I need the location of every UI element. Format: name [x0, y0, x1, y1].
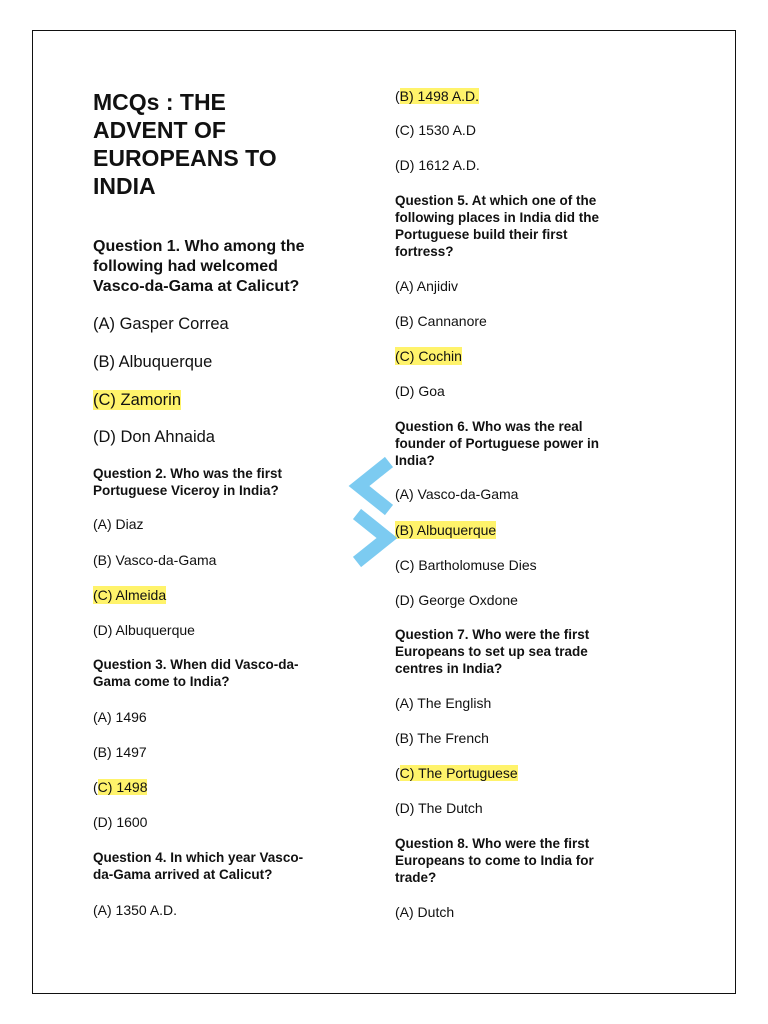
question-6-option-b-answer: (B) Albuquerque — [395, 522, 497, 538]
question-6-line: Question 6. Who was the real — [395, 419, 583, 434]
answer-highlight: B) 1498 A.D. — [399, 88, 480, 104]
question-7-option-d: (D) The Dutch — [395, 800, 483, 816]
question-8-line: Europeans to come to India for — [395, 853, 594, 868]
question-5-option-b: (B) Cannanore — [395, 313, 487, 329]
question-2-line: Portuguese Viceroy in India? — [93, 483, 279, 498]
question-6-line: India? — [395, 453, 435, 468]
document-title-line-3: EUROPEANS TO — [93, 145, 277, 171]
answer-highlight: C) 1498 — [97, 779, 148, 795]
document-title-line-2: ADVENT OF — [93, 117, 226, 143]
question-8-line: trade? — [395, 870, 437, 885]
question-5-option-a: (A) Anjidiv — [395, 278, 459, 294]
question-3-option-d: (D) 1600 — [93, 814, 148, 830]
question-6-option-c: (C) Bartholomuse Dies — [395, 557, 537, 573]
question-6-option-d: (D) George Oxdone — [395, 592, 518, 608]
question-4-option-c: (C) 1530 A.D — [395, 122, 476, 138]
document-title-line-4: INDIA — [93, 173, 156, 199]
question-1-line: Vasco-da-Gama at Calicut? — [93, 278, 300, 295]
question-7-option-c-answer: (C) The Portuguese — [395, 765, 518, 781]
question-4-option-a: (A) 1350 A.D. — [93, 902, 178, 918]
logo-watermark-icon — [345, 448, 401, 576]
question-1-line: following had welcomed — [93, 258, 278, 275]
question-3-line: Question 3. When did Vasco-da- — [93, 657, 299, 672]
question-8-option-a: (A) Dutch — [395, 904, 455, 920]
question-5-line: fortress? — [395, 244, 454, 259]
question-7-line: Question 7. Who were the first — [395, 627, 590, 642]
question-2-option-a: (A) Diaz — [93, 516, 144, 532]
question-4-line: da-Gama arrived at Calicut? — [93, 867, 273, 882]
question-3-option-b: (B) 1497 — [93, 744, 147, 760]
question-4-line: Question 4. In which year Vasco- — [93, 850, 304, 865]
document-title-line-1: MCQs : THE — [93, 89, 226, 115]
question-1-option-c-answer: (C) Zamorin — [93, 391, 182, 409]
question-7-line: centres in India? — [395, 661, 503, 676]
question-1-option-b: (B) Albuquerque — [93, 353, 213, 371]
question-7-option-a: (A) The English — [395, 695, 492, 711]
question-3-option-a: (A) 1496 — [93, 709, 147, 725]
question-7-line: Europeans to set up sea trade — [395, 644, 588, 659]
question-3-line: Gama come to India? — [93, 674, 230, 689]
question-5-option-d: (D) Goa — [395, 383, 445, 399]
question-5-line: Question 5. At which one of the — [395, 193, 597, 208]
question-6-option-a: (A) Vasco-da-Gama — [395, 486, 519, 502]
question-1-option-d: (D) Don Ahnaida — [93, 428, 215, 446]
question-6-line: founder of Portuguese power in — [395, 436, 600, 451]
question-2-option-b: (B) Vasco-da-Gama — [93, 552, 217, 568]
answer-highlight: C) The Portuguese — [399, 765, 518, 781]
question-4-option-d: (D) 1612 A.D. — [395, 157, 480, 173]
question-2-option-d: (D) Albuquerque — [93, 622, 195, 638]
question-2-line: Question 2. Who was the first — [93, 466, 283, 481]
question-3-option-c-answer: (C) 1498 — [93, 779, 148, 795]
question-5-line: Portuguese build their first — [395, 227, 568, 242]
question-4-option-b-answer: (B) 1498 A.D. — [395, 88, 480, 104]
question-5-line: following places in India did the — [395, 210, 600, 225]
question-5-option-c-answer: (C) Cochin — [395, 348, 462, 364]
question-2-option-c-answer: (C) Almeida — [93, 587, 167, 603]
question-7-option-b: (B) The French — [395, 730, 489, 746]
question-1-line: Question 1. Who among the — [93, 238, 305, 255]
question-1-option-a: (A) Gasper Correa — [93, 315, 229, 333]
question-8-line: Question 8. Who were the first — [395, 836, 590, 851]
